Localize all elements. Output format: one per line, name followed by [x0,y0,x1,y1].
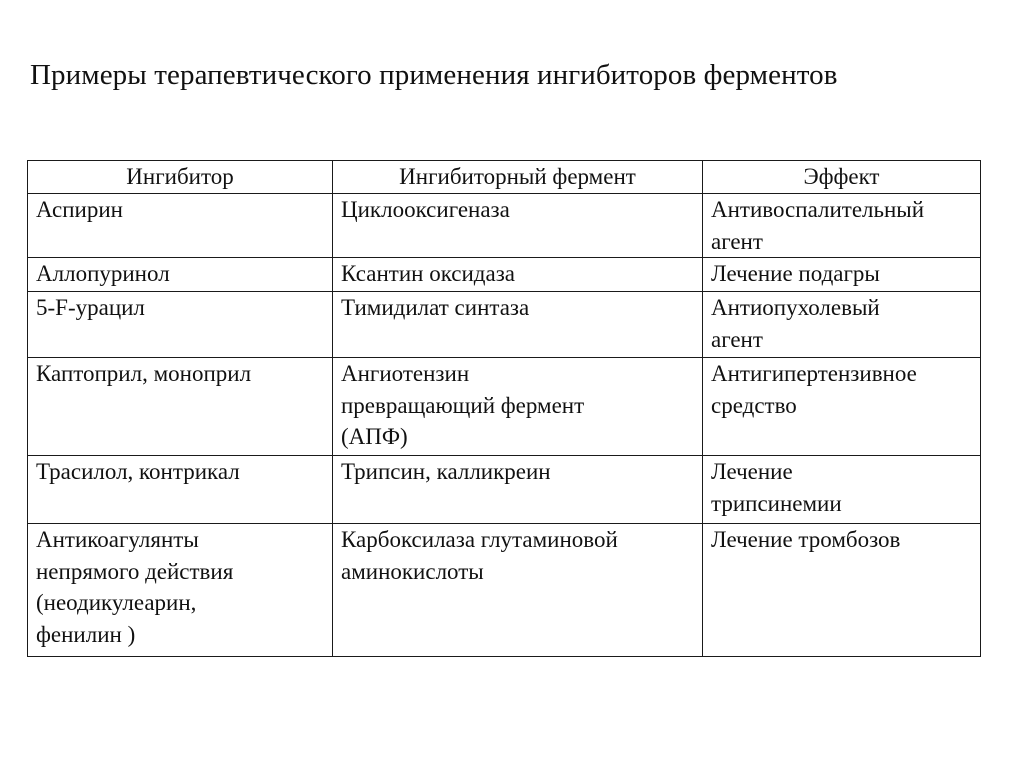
table-header-row [28,161,981,194]
header-effect: Эффект [703,161,981,194]
cell-enzyme [333,524,703,657]
cell-effect [703,194,981,258]
table-row [28,194,981,258]
cell-effect [703,258,981,292]
cell-inhibitor [28,258,333,292]
cell-enzyme [333,258,703,292]
cell-line: Трасилол, контрикал [36,459,240,484]
cell-line: Аспирин [36,197,123,222]
cell-line: Лечение [711,459,793,484]
cell-line: аминокислоты [341,558,484,584]
cell-inhibitor [28,292,333,358]
cell-line: Лечение подагры [711,261,880,286]
cell-inhibitor [28,524,333,657]
cell-line: (АПФ) [341,424,408,449]
cell-effect [703,456,981,524]
cell-line: Карбоксилаза глутаминовой [341,527,618,552]
cell-effect [703,358,981,456]
cell-effect [703,292,981,358]
cell-inhibitor [28,194,333,258]
cell-line: Лечение тромбозов [711,527,901,552]
cell-line: Аллопуринол [36,261,170,286]
cell-line: агент [711,326,763,352]
table-row [28,524,981,657]
cell-enzyme [333,456,703,524]
cell-enzyme [333,194,703,258]
table-row [28,456,981,524]
cell-enzyme [333,292,703,358]
cell-line: Антикоагулянты [36,527,199,552]
cell-line: средство [711,392,797,418]
cell-effect [703,524,981,657]
cell-line: Тимидилат синтаза [341,295,530,320]
cell-line: непрямого действия [36,558,234,584]
cell-line: Циклооксигеназа [341,197,510,222]
inhibitor-table [27,160,981,657]
cell-line: Антигипертензивное [711,361,917,386]
cell-line: (неодикулеарин, [36,590,197,615]
header-inhibitor: Ингибитор [28,161,333,194]
cell-inhibitor [28,358,333,456]
cell-line: Каптоприл, моноприл [36,361,252,386]
cell-line: трипсинемии [711,490,842,516]
cell-line: Антивоспалительный [711,197,925,222]
cell-inhibitor [28,456,333,524]
cell-line: фенилин ) [36,621,136,647]
cell-line: превращающий фермент [341,392,585,418]
header-enzyme: Ингибиторный фермент [333,161,703,194]
table-row [28,258,981,292]
cell-line: Ангиотензин [341,361,470,386]
cell-line: Трипсин, калликреин [341,459,551,484]
cell-line: агент [711,228,763,254]
cell-enzyme [333,358,703,456]
table-row [28,358,981,456]
cell-line: Ксантин оксидаза [341,261,516,286]
cell-line: 5-F-урацил [36,295,145,320]
cell-line: Антиопухолевый [711,295,880,320]
table-row [28,292,981,358]
slide-title: Примеры терапевтического применения ингибиторов ферментов [30,59,838,91]
